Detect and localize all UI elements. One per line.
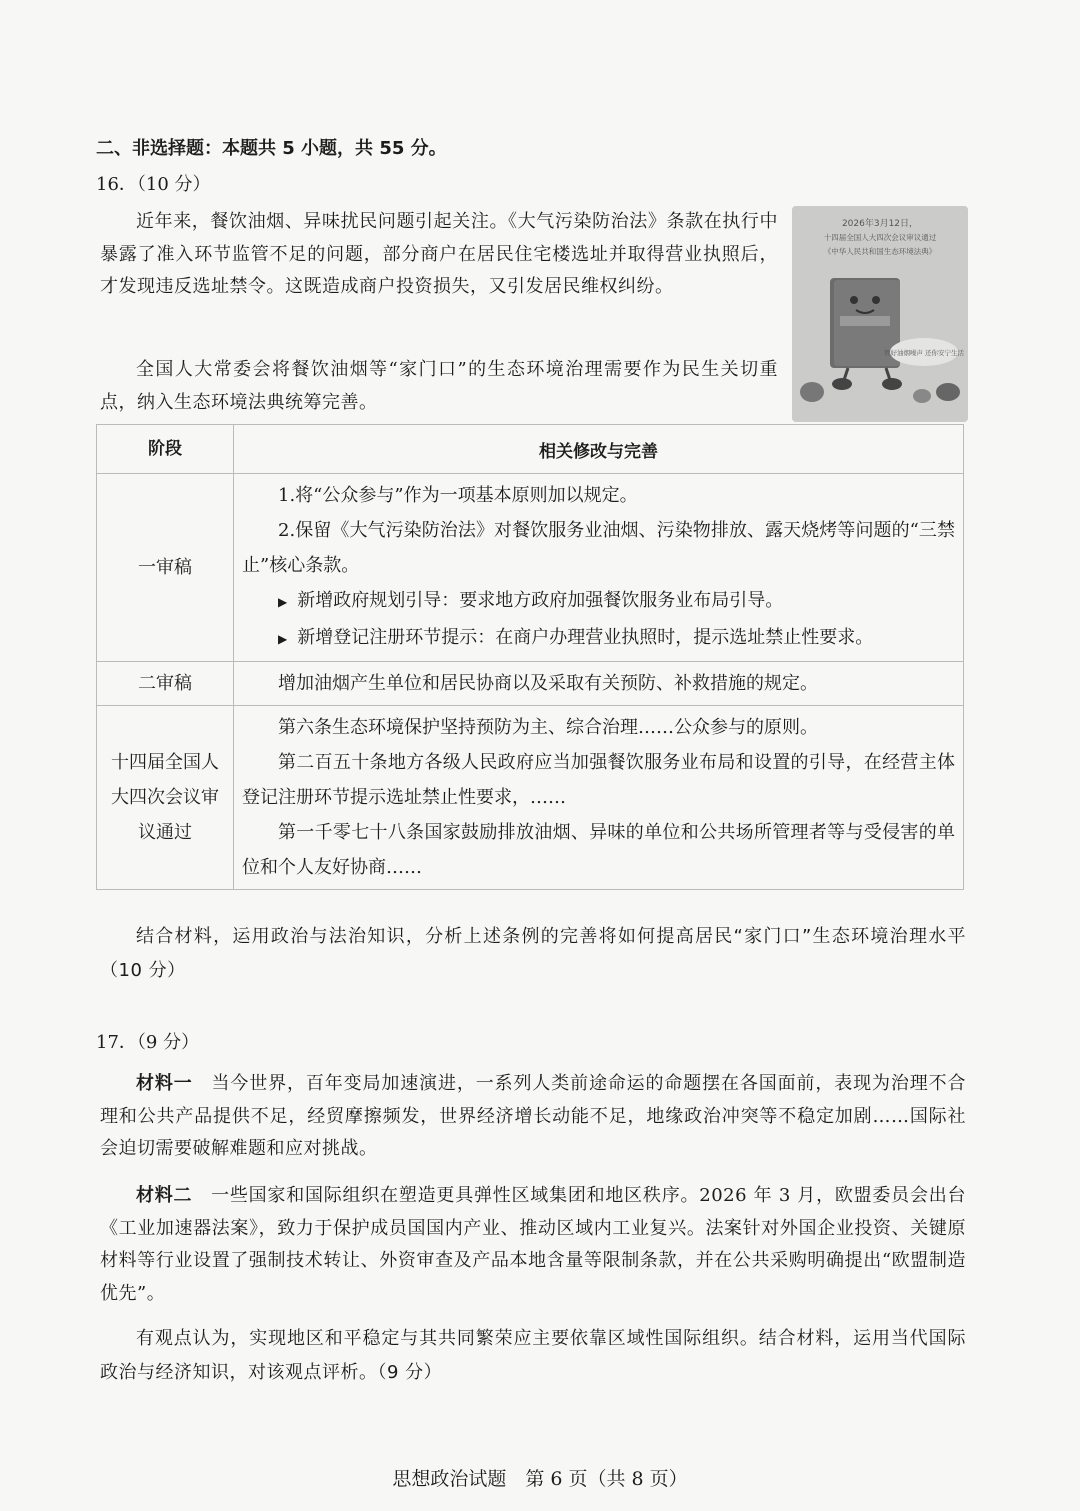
speech-bubble-text: 管好油烟噪声 还你安宁生活	[883, 349, 965, 357]
section-title: 二、非选择题：本题共 5 小题，共 55 分。	[96, 138, 447, 159]
table-item: 2.保留《大气污染防治法》对餐饮服务业油烟、污染物排放、露天烧烤等问题的“三禁止”核心条款。	[242, 520, 955, 576]
table-item: 第二百五十条地方各级人民政府应当加强餐饮服务业布局和设置的引导，在经营主体登记注册环节提示选址禁止性要求，……	[242, 752, 955, 808]
stage-cell: 二审稿	[97, 662, 234, 706]
stage-cell: 十四届全国人大四次会议审议通过	[97, 706, 234, 890]
table-row	[97, 662, 964, 706]
image-caption-line3: 《中华人民共和国生态环境法典》	[823, 247, 937, 256]
header-stage: 阶段	[97, 425, 234, 474]
material-label: 材料二	[136, 1185, 193, 1206]
law-code-illustration	[792, 206, 968, 422]
bullet-text: 新增登记注册环节提示：在商户办理营业执照时，提示选址禁止性要求。	[297, 627, 874, 648]
bullet-item	[242, 620, 955, 657]
table-item: 第六条生态环境保护坚持预防为主、综合治理……公众参与的原则。	[278, 717, 818, 738]
table-item: 第一千零七十八条国家鼓励排放油烟、异味的单位和公共场所管理者等与受侵害的单位和个人友好协商……	[242, 822, 955, 878]
illustration-graphic	[792, 206, 968, 422]
content-cell	[234, 662, 964, 706]
question-16-number: 16．（10 分）	[96, 174, 211, 195]
content-cell	[234, 706, 964, 890]
material-text: 一些国家和国际组织在塑造更具弹性区域集团和地区秩序。2026 年 3 月，欧盟委员会出台《工业加速器法案》，致力于保护成员国国内产业、推动区域内工业复兴。法案针对外国企业投资、关键原材料等行业设置了强制技术转让、外资审查及产品本地含量等限制条款，并在公共采购明确提出“欧盟制造优先”。	[100, 1185, 967, 1304]
image-caption-line2: 十四届全国人大四次会议审议通过	[823, 233, 937, 242]
q16-paragraph-1: 近年来，餐饮油烟、异味扰民问题引起关注。《大气污染防治法》条款在执行中暴露了准入环节监管不足的问题，部分商户在居民住宅楼选址并取得营业执照后，才发现违反选址禁令。这既造成商户投资损失，又引发居民维权纠纷。	[100, 211, 778, 297]
table-row	[97, 706, 964, 890]
bullet-item	[242, 583, 955, 620]
table-row	[97, 474, 964, 662]
amendment-table	[96, 424, 964, 890]
content-cell	[234, 474, 964, 662]
q17-material-1	[100, 1068, 966, 1166]
table-item: 增加油烟产生单位和居民协商以及采取有关预防、补救措施的规定。	[278, 673, 818, 694]
bullet-triangle-icon: ▶	[278, 632, 288, 646]
question-17-number: 17．（9 分）	[96, 1032, 200, 1053]
bullet-text: 新增政府规划引导：要求地方政府加强餐饮服务业布局引导。	[297, 590, 784, 611]
material-text: 当今世界，百年变局加速演进，一系列人类前途命运的命题摆在各国面前，表现为治理不合理和公共产品提供不足，经贸摩擦频发，世界经济增长动能不足，地缘政治冲突等不稳定加剧……国际社会迫切需要破解难题和应对挑战。	[100, 1073, 967, 1159]
q17-question: 有观点认为，实现地区和平稳定与其共同繁荣应主要依靠区域性国际组织。结合材料，运用当代国际政治与经济知识，对该观点评析。（9 分）	[100, 1328, 966, 1383]
table-item: 1.将“公众参与”作为一项基本原则加以规定。	[278, 485, 638, 506]
q16-question: 结合材料，运用政治与法治知识，分析上述条例的完善将如何提高居民“家门口”生态环境治理水平（10 分）	[100, 926, 966, 981]
page-footer: 思想政治试题 第 6 页（共 8 页）	[392, 1468, 688, 1490]
bullet-triangle-icon: ▶	[278, 595, 288, 609]
q17-material-2	[100, 1180, 966, 1310]
table-header-row	[97, 425, 964, 474]
stage-cell: 一审稿	[97, 474, 234, 662]
header-changes: 相关修改与完善	[234, 425, 964, 474]
image-caption-line1: 2026年3月12日，	[841, 219, 919, 229]
q16-paragraph-2: 全国人大常委会将餐饮油烟等“家门口”的生态环境治理需要作为民生关切重点，纳入生态环境法典统筹完善。	[100, 359, 778, 413]
material-label: 材料一	[136, 1073, 193, 1094]
